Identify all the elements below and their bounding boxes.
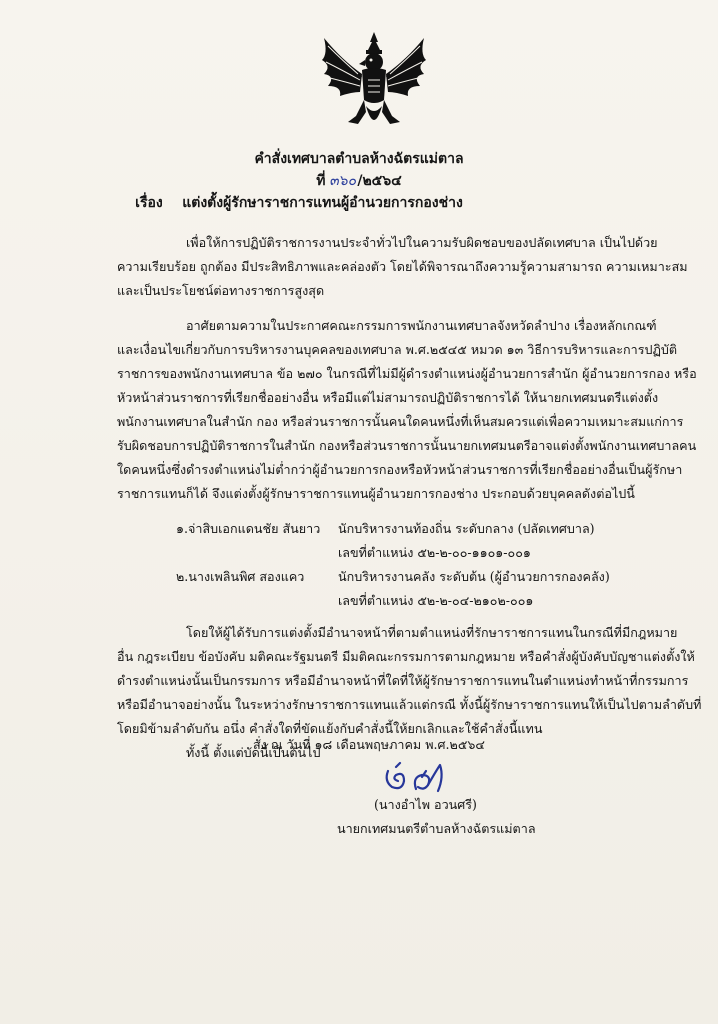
appointee-name: ๑.จ่าสิบเอกแดนชัย สันยาว xyxy=(176,521,321,536)
paragraph-line: ราชการแทนก็ได้ จึงแต่งตั้งผู้รักษาราชการแทนผู้อำนวยการกองช่าง ประกอบด้วยบุคคลดังต่อไปนี้ xyxy=(117,486,635,501)
paragraph-line: โดยมิข้ามลำดับกัน อนึ่ง คำสั่งใดที่ขัดแย้งกับคำสั่งนี้ให้ยกเลิกและใช้คำสั่งนี้แทน xyxy=(117,721,543,736)
paragraph-line: ราชการของพนักงานเทศบาล ข้อ ๒๗๐ ในกรณีที่ไม่มีผู้ดำรงตำแหน่งผู้อำนวยการสำนัก ผู้อำนวยการกอง หรือ xyxy=(117,366,697,381)
signer-name: (นางอำไพ อวนศรี) xyxy=(374,797,477,812)
paragraph-line: อื่น กฎระเบียบ ข้อบังคับ มติคณะรัฐมนตรี มีมติคณะกรรมการตามกฎหมาย หรือคำสั่งผู้บังคับบัญชาแต่งตั้งให้ xyxy=(117,649,695,664)
appointee-position: นักบริหารงานคลัง ระดับต้น (ผู้อำนวยการกองคลัง) xyxy=(338,569,610,584)
paragraph-line: และเป็นประโยชน์ต่อทางราชการสูงสุด xyxy=(117,283,325,298)
appointee-position-no: เลขที่ตำแหน่ง ๕๒-๒-๐๔-๒๑๐๒-๐๐๑ xyxy=(338,593,534,608)
appointee-position-no: เลขที่ตำแหน่ง ๕๒-๒-๐๐-๑๑๐๑-๐๐๑ xyxy=(338,545,531,560)
subject-text: แต่งตั้งผู้รักษาราชการแทนผู้อำนวยการกองช่าง xyxy=(182,195,463,211)
order-subject xyxy=(0,192,658,214)
paragraph-line: หรือมีอำนาจอย่างนั้น ในระหว่างรักษาราชการแทนแล้วแต่กรณี ทั้งนี้ผู้รักษาราชการแทนให้เป็นไปตามลำดับที่ xyxy=(117,697,702,712)
effective-line: ทั้งนี้ ตั้งแต่บัดนี้เป็นต้นไป xyxy=(186,745,321,760)
paragraph-line: อาศัยตามความในประกาศคณะกรรมการพนักงานเทศบาลจังหวัดลำปาง เรื่องหลักเกณฑ์ xyxy=(186,318,657,333)
paragraph-line: เพื่อให้การปฏิบัติราชการงานประจำทั่วไปในความรับผิดชอบของปลัดเทศบาล เป็นไปด้วย xyxy=(186,235,658,250)
order-number xyxy=(0,170,718,192)
number-suffix: /๒๕๖๔ xyxy=(357,173,402,189)
handwritten-signature xyxy=(382,761,462,795)
order-heading: คำสั่งเทศบาลตำบลห้างฉัตรแม่ตาล xyxy=(254,151,464,167)
handwritten-number: ๓๖๐ xyxy=(329,173,359,189)
garuda-emblem-icon xyxy=(318,30,430,134)
paragraph-line: รับผิดชอบการปฏิบัติราชการในสำนัก กองหรือส่วนราชการนั้นนายกเทศมนตรีอาจแต่งตั้งพนักงานเทศบาลคน xyxy=(117,438,697,453)
appointee-name: ๒.นางเพลินพิศ สองแคว xyxy=(176,569,305,584)
paragraph-line: ความเรียบร้อย ถูกต้อง มีประสิทธิภาพและคล่องตัว โดยได้พิจารณาถึงความรู้ความสามารถ ความเหมาะสม xyxy=(117,259,688,274)
signer-title: นายกเทศมนตรีตำบลห้างฉัตรแม่ตาล xyxy=(337,821,536,836)
paragraph-line: โดยให้ผู้ได้รับการแต่งตั้งมีอำนาจหน้าที่ตามตำแหน่งที่รักษาราชการแทนในกรณีที่มีกฎหมาย xyxy=(186,625,678,640)
subject-label: เรื่อง xyxy=(135,195,163,211)
appointee-position: นักบริหารงานท้องถิ่น ระดับกลาง (ปลัดเทศบาล) xyxy=(338,521,595,536)
paragraph-line: ใดคนหนึ่งซึ่งดำรงตำแหน่งไม่ต่ำกว่าผู้อำนวยการกองหรือหัวหน้าส่วนราชการที่เรียกชื่ออย่างอื่นเป็นผู้รักษา xyxy=(117,462,683,477)
paragraph-line: และเงื่อนไขเกี่ยวกับการบริหารงานบุคคลของเทศบาล พ.ศ.๒๕๔๕ หมวด ๑๓ วิธีการบริหารและการปฏิบัติ xyxy=(117,342,678,357)
order-date: สั่ง ณ วันที่ ๑๘ เดือนพฤษภาคม พ.ศ.๒๕๖๔ xyxy=(253,737,485,752)
paragraph-line: หัวหน้าส่วนราชการที่เรียกชื่ออย่างอื่น หรือมีแต่ไม่สามารถปฏิบัติราชการได้ ให้นายกเทศมนตรีแต่งตั้ง xyxy=(117,390,659,405)
paragraph-line: พนักงานเทศบาลในสำนัก กอง หรือส่วนราชการนั้นคนใดคนหนึ่งที่เห็นสมควรแต่เพื่อความเหมาะสมแก่การ xyxy=(117,414,684,429)
number-prefix: ที่ xyxy=(316,173,326,189)
paragraph-line: ดำรงตำแหน่งนั้นเป็นกรรมการ หรือมีอำนาจหน้าที่ใดที่ให้ผู้รักษาราชการแทนในตำแหน่งทำหน้าที่กรรมการ xyxy=(117,673,689,688)
